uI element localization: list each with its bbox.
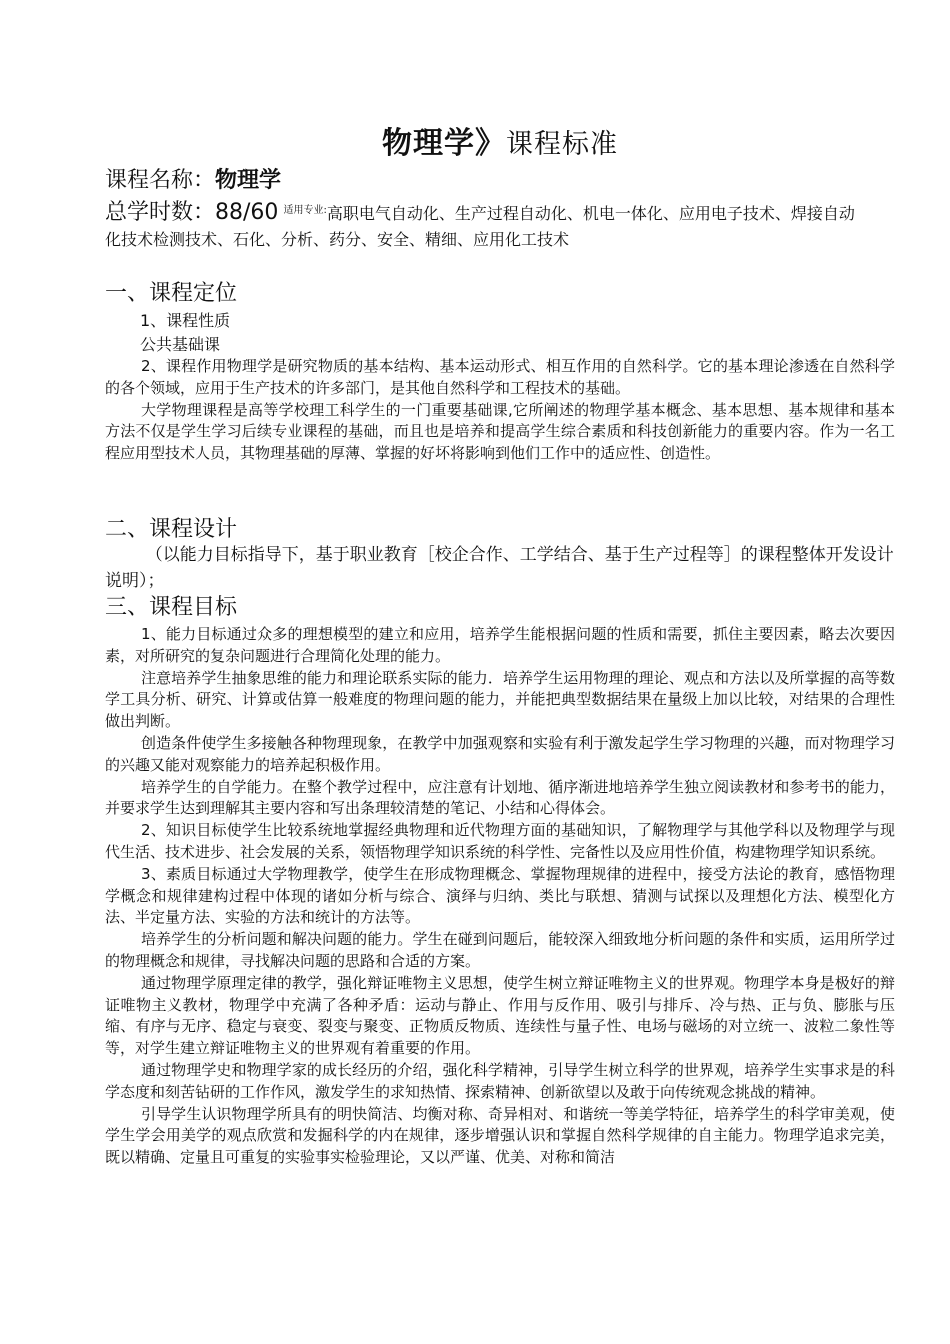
section-3-paragraph: 培养学生的分析问题和解决问题的能力。学生在碰到问题后，能较深入细致地分析问题的条件和实质，运用所学过的物理概念和规律，寻找解决问题的思路和合适的方案。 [105,930,895,970]
hours-value: 88/60 [215,200,279,225]
section-2-heading: 二、课程设计 [105,517,238,542]
section-2-paragraph: （以能力目标指导下，基于职业教育［校企合作、工学结合、基于生产过程等］的课程整体开发设计说明）； [105,545,894,591]
hours-label: 总学时数： [105,200,216,225]
course-name-value: 物理学 [215,168,282,193]
section-3-paragraph: 通过物理学原理定律的教学，强化辩证唯物主义思想，使学生树立辩证唯物主义的世界观。物理学本身是极好的辩证唯物主义教材，物理学中充满了各种矛盾：运动与静止、作用与反作用、吸引与排斥、冷与热、正与负、膨胀与压缩、有序与无序、稳定与衰变、裂变与聚变、正物质反物质、连续性与量子性、电场与磁场的对立统一、波粒二象性等等，对学生建立辩证唯物主义的世界观有着重要的作用。 [105,973,895,1058]
section-3-heading: 三、课程目标 [105,595,238,620]
course-name-line [105,163,281,194]
section-3-paragraph: 2、知识目标使学生比较系统地掌握经典物理和近代物理方面的基础知识，了解物理学与其他学科以及物理学与现代生活、技术进步、社会发展的关系，领悟物理学知识系统的科学性、完备性以及应用性价值，构建物理学知识系统。 [105,821,895,861]
section-3-paragraph: 注意培养学生抽象思维的能力和理论联系实际的能力．培养学生运用物理的理论、观点和方法以及所掌握的高等数学工具分析、研究、计算或估算一般难度的物理问题的能力，并能把典型数据结果在量级上加以比较，对结果的合理性做出判断。 [105,668,895,731]
section-3-paragraph: 3、素质目标通过大学物理教学，使学生在形成物理概念、掌握物理规律的进程中，接受方法论的教育，感悟物理学概念和规律建构过程中体现的诸如分析与综合、演绎与归纳、类比与联想、猜测与试探以及理想化方法、模型化方法、半定量方法、实验的方法和统计的方法等。 [105,864,895,927]
section-3-paragraph: 通过物理学史和物理学家的成长经历的介绍，强化科学精神，引导学生树立科学的世界观，培养学生实事求是的科学态度和刻苦钻研的工作作风，激发学生的求知热情、探索精神、创新欲望以及敢于向传统观念挑战的精神。 [105,1060,895,1101]
section-1-heading: 一、课程定位 [105,281,238,306]
section-3-paragraph: 创造条件使学生多接触各种物理现象，在教学中加强观察和实验有利于激发起学生学习物理的兴趣，而对物理学习的兴趣又能对观察能力的培养起积极作用。 [105,733,895,774]
section-1-sub-1-value: 公共基础课 [140,335,221,354]
title-main: 物理学》 [382,126,506,161]
majors-line-1: 高职电气自动化、生产过程自动化、机电一体化、应用电子技术、焊接自动 [326,204,855,223]
majors-line-2: 化技术检测技术、石化、分析、药分、安全、精细、应用化工技术 [105,230,570,249]
applicable-label: 适用专业: [283,205,327,216]
document-title [0,118,950,162]
section-1-body [105,356,895,465]
section-3-body [105,624,895,1169]
title-sub: 课程标准 [506,129,618,160]
hours-line [105,195,855,226]
section-3-paragraph: 培养学生的自学能力。在整个教学过程中，应注意有计划地、循序渐进地培养学生独立阅读教材和参考书的能力，并要求学生达到理解其主要内容和写出条理较清楚的笔记、小结和心得体会。 [105,777,895,818]
course-name-label: 课程名称： [105,168,216,193]
section-3-paragraph: 引导学生认识物理学所具有的明快简洁、均衡对称、奇异相对、和谐统一等美学特征，培养学生的科学审美观，使学生学会用美学的观点欣赏和发掘科学的内在规律，逐步增强认识和掌握自然科学规律的自主能力。物理学追求完美，既以精确、定量且可重复的实验事实检验理论，又以严谨、优美、对称和简洁 [105,1104,895,1167]
section-1-paragraph-2: 大学物理课程是高等学校理工科学生的一门重要基础课,它所阐述的物理学基本概念、基本思想、基本规律和基本方法不仅是学生学习后续专业课程的基础，而且也是培养和提高学生综合素质和科技创新能力的重要内容。作为一名工程应用型技术人员，其物理基础的厚薄、掌握的好坏将影响到他们工作中的适应性、创造性。 [105,400,895,463]
section-1-paragraph-1: 2、课程作用物理学是研究物质的基本结构、基本运动形式、相互作用的自然科学。它的基本理论渗透在自然科学的各个领域，应用于生产技术的许多部门，是其他自然科学和工程技术的基础。 [105,357,895,397]
section-1-sub-1: 1、课程性质 [140,311,231,330]
section-3-paragraph: 1、能力目标通过众多的理想模型的建立和应用，培养学生能根据问题的性质和需要，抓住主要因素，略去次要因素，对所研究的复杂问题进行合理简化处理的能力。 [105,625,895,665]
